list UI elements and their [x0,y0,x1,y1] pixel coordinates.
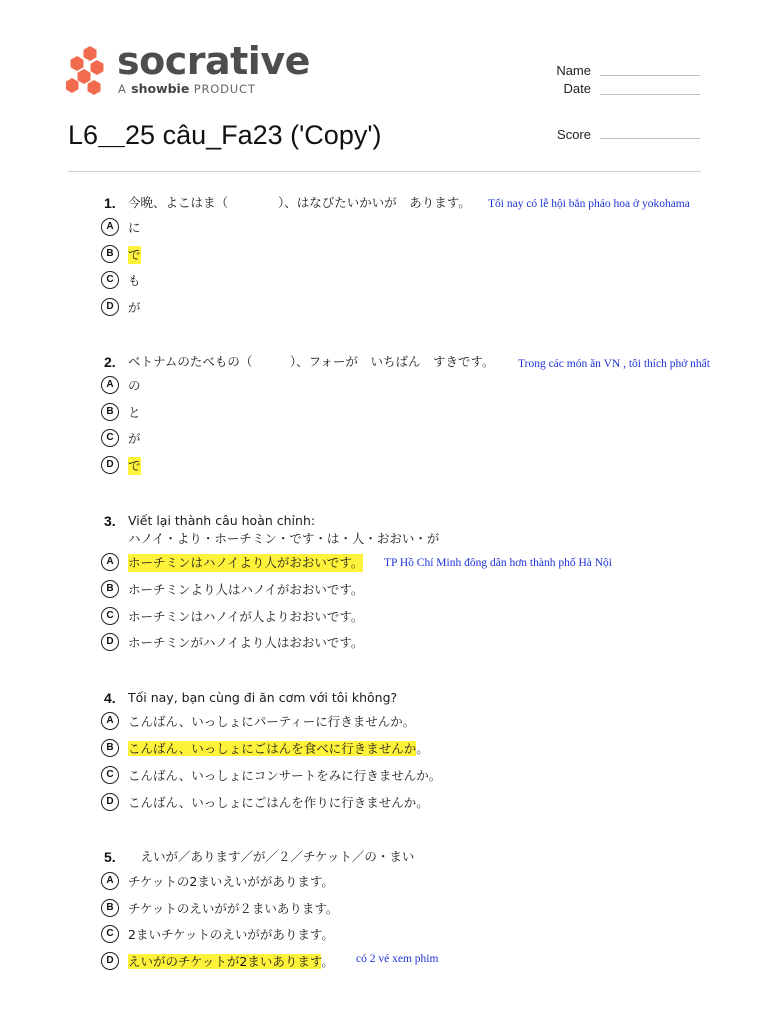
option-d[interactable] [101,633,741,653]
option-c[interactable] [101,271,741,291]
option-letter-badge: D [101,298,119,316]
page-header [0,0,768,175]
question-number: 2. [104,354,116,370]
question-number: 3. [104,513,116,529]
question-text: 今晩、よこはま（ ）、はなびたいかいが あります。 [128,195,471,210]
option-letter-badge: D [101,793,119,811]
option-letter-badge: B [101,899,119,917]
option-letter-badge: B [101,580,119,598]
option-text: に [128,220,141,235]
option-letter-badge: A [101,872,119,890]
option-text: 2まいチケットのえいががあります。 [128,927,334,942]
option-letter-badge: C [101,429,119,447]
option-text: の [128,378,141,393]
option-c[interactable] [101,429,741,449]
question-number: 1. [104,195,116,211]
name-field[interactable] [600,75,700,76]
question-text: Tối nay, bạn cùng đi ăn cơm với tôi không? [128,690,398,705]
option-text-highlighted: で [128,458,141,473]
option-b[interactable] [101,245,741,265]
option-d[interactable] [101,952,741,972]
option-text-highlighted: こんばん、いっしょにごはんを食べに行きませんか。 [128,741,429,756]
option-a[interactable] [101,218,741,238]
option-d[interactable] [101,793,741,813]
option-a[interactable] [101,872,741,892]
date-field[interactable] [600,94,700,95]
name-label: Name [556,63,591,78]
option-b[interactable] [101,899,741,919]
option-text: が [128,300,141,315]
option-a[interactable] [101,376,741,396]
option-c[interactable] [101,766,741,786]
brand-subtitle: A showbie PRODUCT [118,81,256,96]
option-text-highlighted: ホーチミンはハノイより人がおおいです。 [128,555,364,570]
question-number: 5. [104,849,116,865]
option-letter-badge: C [101,925,119,943]
question-text: Viết lại thành câu hoàn chỉnh: [128,513,316,528]
option-letter-badge: A [101,712,119,730]
option-letter-badge: B [101,403,119,421]
option-letter-badge: C [101,271,119,289]
option-c[interactable] [101,607,741,627]
question-text: ベトナムのたべもの（ ）、フォーが いちばん すきです。 [128,354,495,369]
question-text-line-2: ハノイ・より・ホーチミン・です・は・人・おおい・が [128,531,440,546]
handwritten-note: TP Hồ Chí Minh đông dân hơn thành phố Hà Nội [384,557,612,569]
option-text: こんばん、いっしょにコンサートをみに行きませんか。 [128,768,442,783]
option-letter-badge: B [101,245,119,263]
handwritten-note: Tối nay có lễ hội bắn pháo hoa ở yokohama [488,198,690,210]
question-text: えいが／あります／が／２／チケット／の・まい [128,849,415,864]
option-text-highlighted: えいがのチケットが2まいあります。 [128,954,334,969]
score-label: Score [557,127,591,142]
option-text: と [128,405,141,420]
option-letter-badge: A [101,376,119,394]
option-text: チケットのえいがが２まいあります。 [128,901,339,916]
page-title: L6＿25 câu_Fa23 ('Copy') [68,120,382,150]
option-b[interactable] [101,403,741,423]
option-d[interactable] [101,456,741,476]
option-letter-badge: D [101,456,119,474]
option-a[interactable] [101,553,741,573]
option-b[interactable] [101,580,741,600]
socrative-hexagon-logo-icon [66,44,106,96]
option-text: ホーチミンがハノイより人はおおいです。 [128,635,364,650]
question-number: 4. [104,690,116,706]
date-label: Date [563,81,591,96]
option-text: こんばん、いっしょにごはんを作りに行きませんか。 [128,795,429,810]
option-c[interactable] [101,925,741,945]
option-text: ホーチミンより人はハノイがおおいです。 [128,582,364,597]
option-text: ホーチミンはハノイが人よりおおいです。 [128,609,364,624]
option-letter-badge: C [101,607,119,625]
score-field[interactable] [600,138,700,139]
option-d[interactable] [101,298,741,318]
handwritten-note: Trong các món ăn VN , tôi thích phở nhất [518,358,710,370]
option-text: こんばん、いっしょにパーティーに行きませんか。 [128,714,416,729]
header-divider [68,171,701,172]
option-letter-badge: A [101,218,119,236]
option-a[interactable] [101,712,741,732]
option-text: も [128,273,141,288]
option-letter-badge: C [101,766,119,784]
option-letter-badge: A [101,553,119,571]
option-letter-badge: D [101,633,119,651]
option-text-highlighted: で [128,247,141,262]
option-b[interactable] [101,739,741,759]
option-letter-badge: D [101,952,119,970]
handwritten-note: có 2 vé xem phim [356,953,439,965]
option-text: が [128,431,141,446]
option-letter-badge: B [101,739,119,757]
option-text: チケットの2まいえいががあります。 [128,874,334,889]
brand-name: socrative [117,39,310,83]
